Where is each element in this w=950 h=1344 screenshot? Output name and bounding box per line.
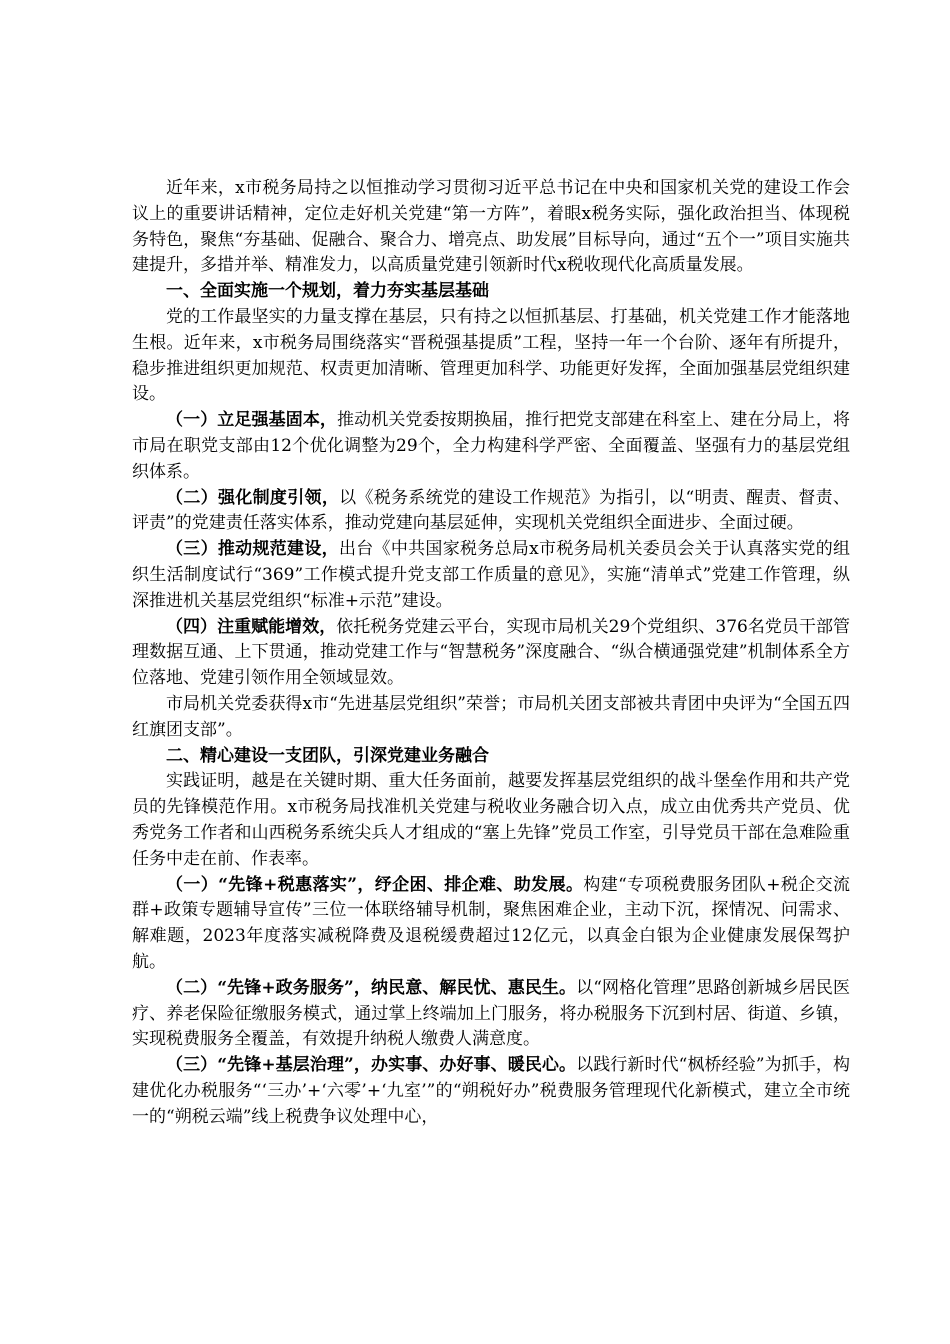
section-1-item-1 [132,408,850,485]
section-1-item-1-text: 推动机关党委按期换届，推行把党支部建在科室上、建在分局上，将市局在职党支部由12个优化调整为29个，全力构建科学严密、全面覆盖、坚强有力的基层党组织体系。 [132,410,851,482]
section-1-item-4-lead: （四）注重赋能增效， [166,616,337,637]
section-2-item-3-lead: （三）“先锋+基层治理”，办实事、办好事、暖民心。 [166,1055,577,1076]
section-1-item-3 [132,537,850,614]
section-1-item-2-lead: （二）强化制度引领， [166,487,340,508]
document-page [132,176,850,1130]
section-1-body: 党的工作最坚实的力量支撑在基层，只有持之以恒抓基层、打基础，机关党建工作才能落地生根。近年来，x市税务局围绕落实“晋税强基提质”工程，坚持一年一个台阶、逐年有所提升，稳步推进组织更加规范、权责更加清晰、管理更加科学、功能更好发挥，全面加强基层党组织建设。 [132,306,850,405]
section-2-heading: 二、精心建设一支团队，引深党建业务融合 [166,745,489,766]
section-2-item-3 [132,1053,850,1130]
section-2-item-1 [132,873,850,976]
section-2-body: 实践证明，越是在关键时期、重大任务面前，越要发挥基层党组织的战斗堡垒作用和共产党员的先锋模范作用。x市税务局找准机关党建与税收业务融合切入点，成立由优秀共产党员、优秀党务工作者和山西税务系统尖兵人才组成的“塞上先锋”党员工作室，引导党员干部在急难险重任务中走在前、作表率。 [132,771,850,869]
section-1-item-4 [132,615,850,692]
section-1-item-2-text: 以《税务系统党的建设工作规范》为指引，以“明责、醒责、督责、评责”的党建责任落实体系，推动党建向基层延伸，实现机关党组织全面进步、全面过硬。 [132,487,850,534]
section-1-item-3-text: 出台《中共国家税务总局x市税务局机关委员会关于认真落实党的组织生活制度试行“369”工作模式提升党支部工作质量的意见》，实施“清单式”党建工作管理，纵深推进机关基层党组织“标准+示范”建设。 [132,539,851,611]
section-1-item-3-lead: （三）推动规范建设， [166,539,339,560]
section-1-item-4-text: 依托税务党建云平台，实现市局机关29个党组织、376名党员干部管理数据互通、上下贯通，推动党建工作与“智慧税务”深度融合、“纵合横通强党建”机制体系全方位落地、党建引领作用全领域显效。 [132,616,850,689]
intro-paragraph: 近年来，x市税务局持之以恒推动学习贯彻习近平总书记在中央和国家机关党的建设工作会议上的重要讲话精神，定位走好机关党建“第一方阵”，着眼x税务实际，强化政治担当、体现税务特色，聚焦“夯基础、促融合、聚合力、增亮点、助发展”目标导向，通过“五个一”项目实施共建提升，多措并举、精准发力，以高质量党建引领新时代x税收现代化高质量发展。 [132,178,850,276]
section-1-closing: 市局机关党委获得x市“先进基层党组织”荣誉；市局机关团支部被共青团中央评为“全国五四红旗团支部”。 [132,693,850,740]
section-2-item-2-text: 以“网格化管理”思路创新城乡居民医疗、养老保险征缴服务模式，通过掌上终端加上门服务，将办税服务下沉到村居、街道、乡镇，实现税费服务全覆盖，有效提升纳税人缴费人满意度。 [132,977,850,1050]
section-2-item-3-text: 以践行新时代“枫桥经验”为抓手，构建优化办税服务“‘三办’+‘六零’+‘九室’”的“朔税好办”税费服务管理现代化新模式，建立全市统一的“朔税云端”线上税费争议处理中心， [132,1055,850,1127]
section-1-item-2 [132,486,850,538]
section-1-heading: 一、全面实施一个规划，着力夯实基层基础 [166,281,489,302]
section-2-item-1-text: 构建“专项税费服务团队+税企交流群+政策专题辅导宣传”三位一体联络辅导机制，聚焦困难企业，主动下沉，探情况、问需求、解难题，2023年度落实减税降费及退税缓费超过12亿元，以真金白银为企业健康发展保驾护航。 [132,874,850,972]
section-2-item-1-lead: （一）“先锋+税惠落实”，纾企困、排企难、助发展。 [166,874,584,895]
section-2-item-2 [132,976,850,1053]
section-2-item-2-lead: （二）“先锋+政务服务”，纳民意、解民忧、惠民生。 [166,977,577,998]
section-1-item-1-lead: （一）立足强基固本， [166,410,338,431]
